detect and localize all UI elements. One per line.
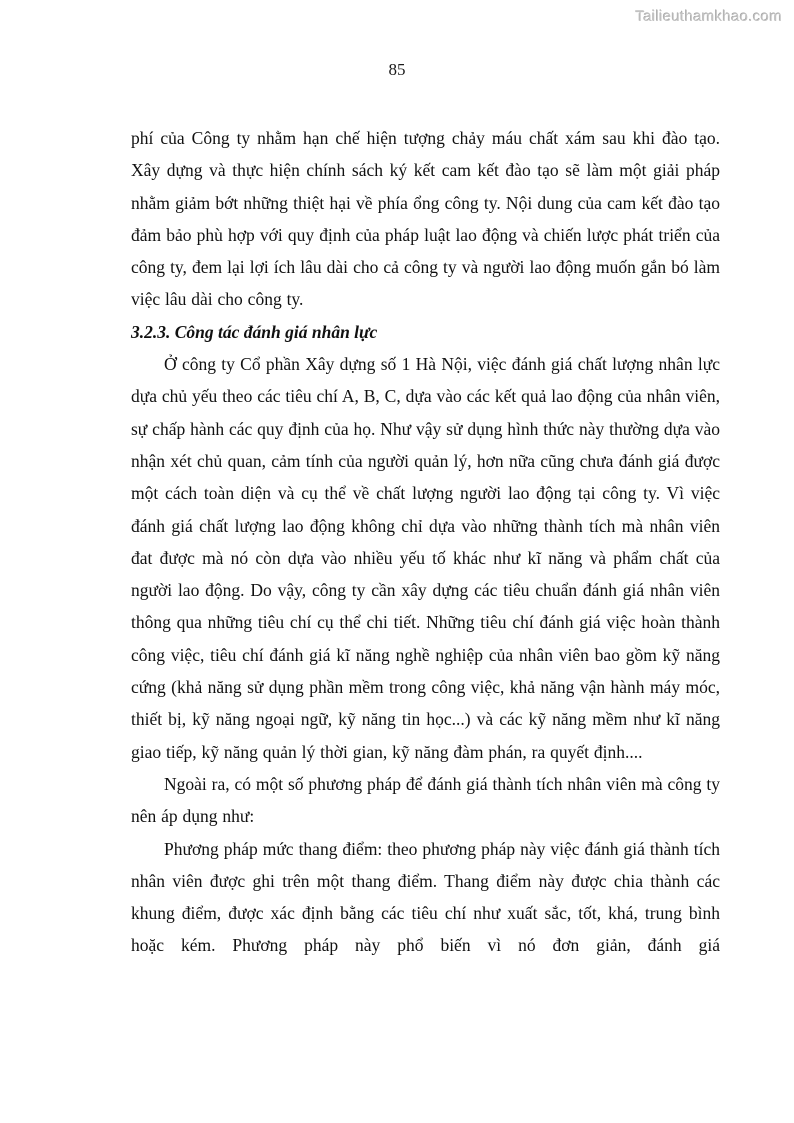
page-number: 85	[388, 60, 406, 79]
watermark-text: Tailieuthamkhao.com	[635, 8, 782, 25]
section-heading-3-2-3: 3.2.3. Công tác đánh giá nhân lực	[131, 321, 378, 342]
paragraph-methods-intro: Ngoài ra, có một số phương pháp để đánh giá thành tích nhân viên mà công ty nên áp dụng như:	[131, 773, 720, 827]
document-body	[131, 122, 720, 962]
paragraph-training-cost: phí của Công ty nhằm hạn chế hiện tượng chảy máu chất xám sau khi đào tạo. Xây dựng và thực hiện chính sách ký kết cam kết đào tạo sẽ làm một giải pháp nhằm giảm bớt những thiệt hại về phía ổng công ty. Nội dung của cam kết đào tạo đảm bảo phù hợp với quy định của pháp luật lao động và chiến lược phát triển của công ty, đem lại lợi ích lâu dài cho cả công ty và người lao động muốn gắn bó làm việc lâu dài cho công ty.	[131, 128, 720, 310]
paragraph-rating-scale-method: Phương pháp mức thang điểm: theo phương pháp này việc đánh giá thành tích nhân viên được ghi trên một thang điểm. Thang điểm này được chia thành các khung điểm, được xác định bằng các tiêu chí như xuất sắc, tốt, khá, trung bình hoặc kém. Phương pháp này phổ biến vì nó đơn giản, đánh giá	[131, 838, 720, 956]
paragraph-evaluation-criteria: Ở công ty Cổ phần Xây dựng số 1 Hà Nội, việc đánh giá chất lượng nhân lực dựa chủ yếu theo các tiêu chí A, B, C, dựa vào các kết quả lao động của nhân viên, sự chấp hành các quy định của họ. Như vậy sử dụng hình thức này thường dựa vào nhận xét chủ quan, cảm tính của người quản lý, hơn nữa cũng chưa đánh giá được một cách toàn diện và cụ thể về chất lượng người lao động tại công ty. Vì việc đánh giá chất lượng lao động không chỉ dựa vào những thành tích mà nhân viên đat được mà nó còn dựa vào nhiều yếu tố khác như kĩ năng và phẩm chất của người lao động. Do vậy, công ty cần xây dựng các tiêu chuẩn đánh giá nhân viên thông qua những tiêu chí cụ thể chi tiết. Những tiêu chí đánh giá việc hoàn thành công việc, tiêu chí đánh giá kĩ năng nghề nghiệp của nhân viên bao gồm kỹ năng cứng (khả năng sử dụng phần mềm trong công việc, khả năng vận hành máy móc, thiết bị, kỹ năng ngoại ngữ, kỹ năng tin học...) và các kỹ năng mềm như kĩ năng giao tiếp, kỹ năng quản lý thời gian, kỹ năng đàm phán, ra quyết định....	[131, 354, 720, 762]
